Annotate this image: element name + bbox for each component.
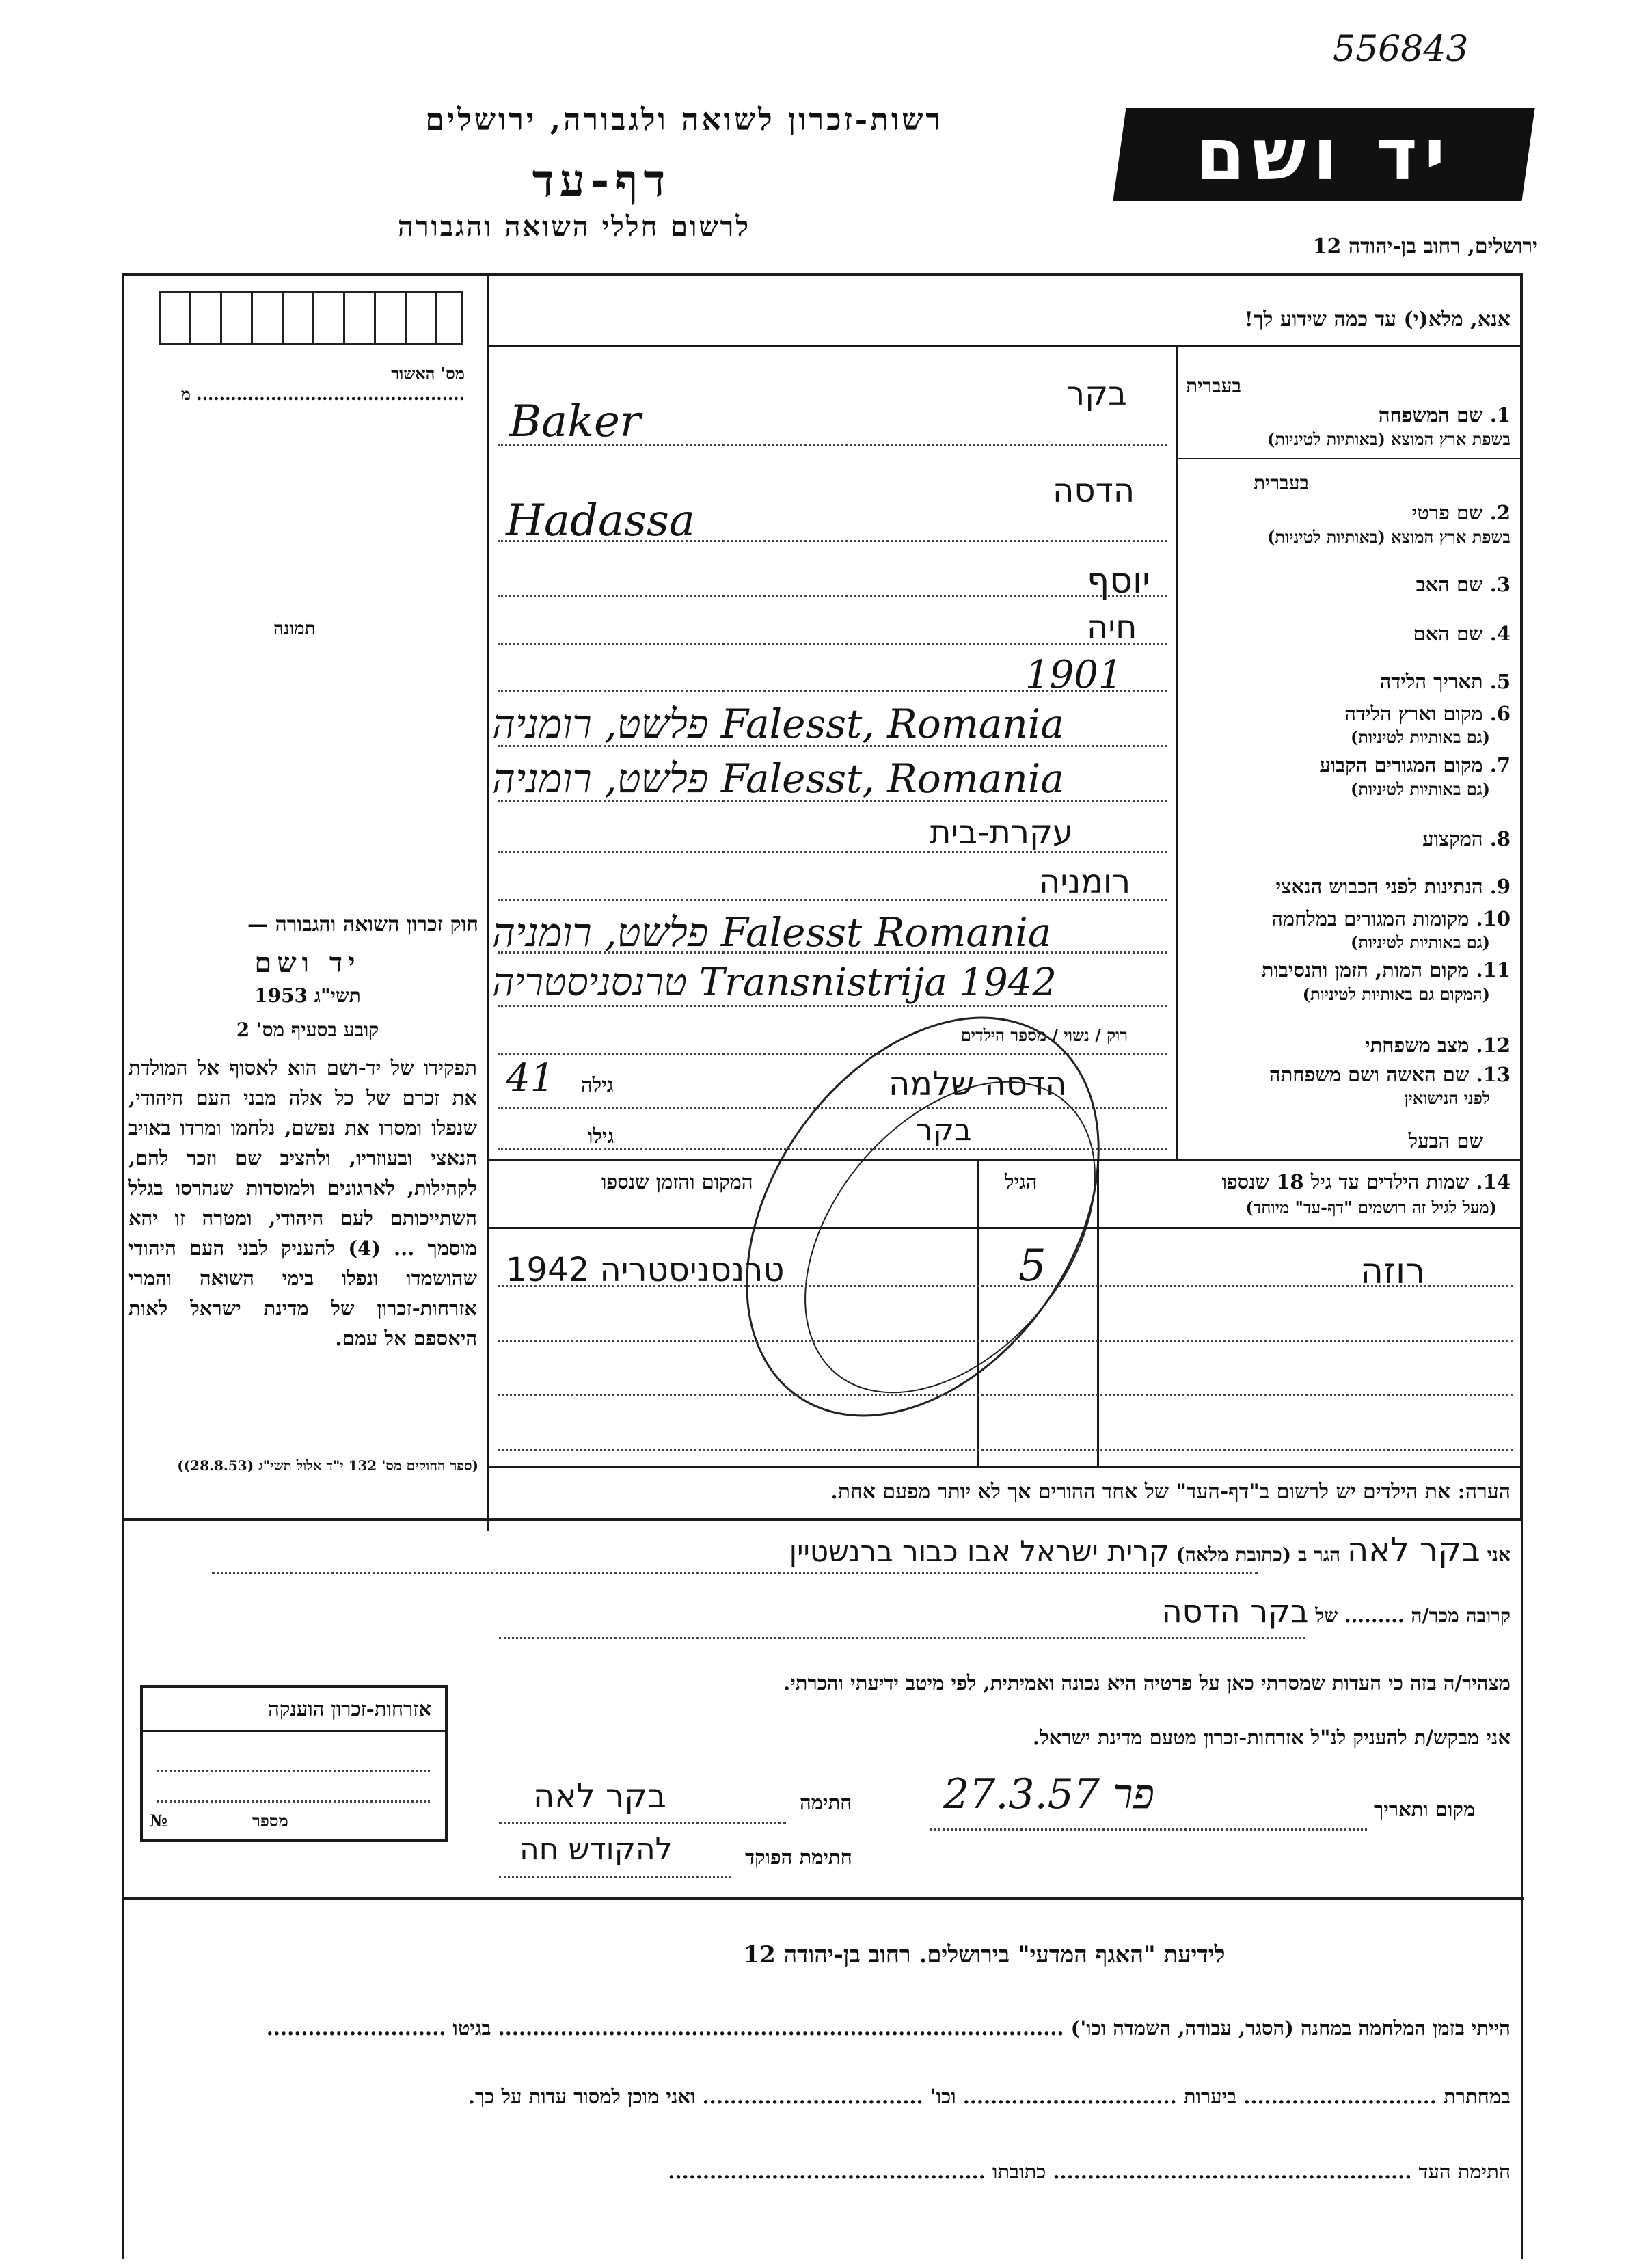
intro-text: אנא, מלא(י) עד כמה שידוע לך! [1244, 308, 1511, 332]
field-11-text: מקום המות, הזמן והנסיבות [1261, 958, 1470, 982]
law-title: חוק זכרון השואה והגבורה — [247, 913, 478, 936]
field-2-sub: בשפת ארץ המוצא (באותיות לטיניות) [1267, 527, 1511, 547]
field-8-text: המקצוע [1422, 827, 1483, 850]
field-4-label [1189, 622, 1511, 646]
field-11-value[interactable]: טרנסניסטריה Transnistrija 1942 [492, 960, 1057, 1005]
officer-label: חתימת הפוקד [745, 1846, 852, 1869]
bottom-title: לידיעת "האגף המדעי" בירושלים. רחוב בן-יהודה 12 [743, 1941, 1226, 1969]
children-col-age: הגיל [1005, 1170, 1038, 1193]
children-col-place: המקום והזמן שנספו [601, 1170, 753, 1193]
field-10-label [1182, 907, 1511, 931]
declaration-of-row: קרובה מכר/ה ......... של בקר הדסה [1161, 1593, 1511, 1630]
law-clause: קובע בסעיף מס' 2 [236, 1018, 379, 1041]
place-date-label: מקום ותאריך [1374, 1798, 1476, 1821]
approval-number-label: מס' האשור [391, 364, 465, 383]
field-1-sub: בשפת ארץ המוצא (באותיות לטיניות) [1267, 429, 1511, 449]
field-9-text: הנתינות לפני הכבוש הנאצי [1275, 875, 1483, 898]
field-4-value[interactable]: חיה [1087, 608, 1137, 647]
law-year: תשי"ג 1953 [254, 984, 361, 1007]
bottom-line2-d: ואני מוכן למסור עדות על כך. [468, 2085, 696, 2108]
field-4-text: שם האם [1413, 622, 1483, 645]
signature-value[interactable]: בקר לאה [533, 1777, 666, 1815]
org-line: רשות-זכרון לשואה ולגבורה, ירושלים [425, 103, 943, 137]
field-13-label [1182, 1063, 1511, 1087]
bottom-line1-end: בגיטו [452, 2016, 491, 2040]
declaration-i-row [205, 1531, 1511, 1569]
husband-age-label: גילו [588, 1124, 614, 1148]
field-2-label [1189, 501, 1511, 525]
form-subtitle: לרשום חללי השואה והגבורה [397, 211, 751, 243]
field-5-num: 5. [1489, 670, 1511, 693]
field-9-value[interactable]: רומניה [1039, 863, 1131, 901]
citizenship-title: אזרחות-זכרון הוענקה [268, 1697, 431, 1720]
approval-grid [159, 291, 463, 345]
field-12-text: מצב משפחתי [1365, 1034, 1470, 1057]
note-label: הערה: [1457, 1480, 1511, 1504]
decl-residing-label: הגר ב (כתובת מלאה) [1176, 1543, 1341, 1566]
bottom-line3-a: חתימת העד [1418, 2160, 1511, 2183]
field-6-num: 6. [1489, 702, 1511, 725]
field-8-label [1189, 827, 1511, 851]
law-org: יד ושם [254, 947, 361, 979]
decl-of-value[interactable]: בקר הדסה [1161, 1593, 1309, 1630]
decl-of-label: של [1315, 1604, 1338, 1627]
field-2-num: 2. [1489, 501, 1511, 524]
citizenship-box [140, 1685, 448, 1842]
field-6-sub: (גם באותיות לטיניות) [1350, 727, 1490, 747]
field-1-text: שם המשפחה [1378, 403, 1483, 427]
field-7-sub: (גם באותיות לטיניות) [1350, 779, 1490, 799]
bottom-line2-a: במחתרת [1444, 2085, 1511, 2108]
field-8-value[interactable]: עקרת-בית [930, 813, 1074, 852]
field-12-hint: רוק / נשוי / מספר הילדים [960, 1025, 1128, 1045]
field-13-age-label: גילה [581, 1073, 614, 1096]
field-2-hebrew-tag: בעברית [1253, 472, 1309, 494]
field-5-label [1189, 670, 1511, 694]
field-13-age-value[interactable]: 41 [506, 1056, 555, 1101]
field-5-value[interactable]: 1901 [1025, 653, 1123, 697]
field-8-num: 8. [1489, 827, 1511, 850]
field-1-num: 1. [1489, 403, 1511, 427]
field-13-value[interactable]: הדסה שלמה [889, 1065, 1067, 1103]
request-text: אני מבקש/ת להעניק לנ"ל אזרחות-זכרון מטעם מדינת ישראל. [1032, 1726, 1511, 1749]
place-date-value[interactable]: פר 27.3.57 [943, 1770, 1154, 1818]
scribble-oval [656, 991, 1189, 1483]
field-11-num: 11. [1476, 958, 1511, 982]
yad-vashem-logo [1113, 108, 1534, 201]
officer-value[interactable]: להקודש חה [519, 1832, 673, 1867]
field-10-value[interactable]: פלשט, רומניה Falesst Romania [492, 909, 1052, 956]
children-label [1094, 1170, 1511, 1194]
field-13-sub: לפני הנישואין [1404, 1088, 1490, 1108]
photo-label: תמונה [273, 619, 316, 639]
logo-text: יד ושם [1195, 113, 1452, 196]
field-3-text: שם האב [1416, 573, 1483, 596]
field-7-value[interactable]: פלשט, רומניה Falesst, Romania [492, 755, 1064, 802]
bottom-line3-b: כתובתו [992, 2160, 1046, 2183]
declare-text: מצהיר/ה בזה כי העדות שמסרתי כאן על פרטיה היא נכונה ואמיתית, לפי מיטב ידיעתי והכרתי. [783, 1671, 1511, 1695]
husband-value[interactable]: בקר [916, 1113, 972, 1148]
citizenship-number-label: מספר [252, 1811, 288, 1831]
children-text: שמות הילדים עד גיל 18 שנספו [1221, 1170, 1470, 1193]
decl-relation-label: קרובה מכר/ה [1411, 1604, 1511, 1627]
field-9-num: 9. [1489, 875, 1511, 898]
field-5-text: תאריך הלידה [1379, 670, 1483, 693]
field-3-num: 3. [1489, 573, 1511, 596]
field-3-label [1189, 573, 1511, 597]
child-name[interactable]: רוזה [1360, 1251, 1426, 1292]
field-12-num: 12. [1476, 1034, 1511, 1057]
field-1-value-he[interactable]: בקר [1066, 375, 1127, 413]
approval-suffix: מ [180, 384, 191, 404]
field-1-hebrew-tag: בעברית [1186, 375, 1242, 397]
field-2-text: שם פרטי [1411, 501, 1483, 524]
field-6-value[interactable]: פלשט, רומניה Falesst, Romania [492, 701, 1064, 747]
bottom-line3: חתימת העד .................................................... כתובתו .............................................. [668, 2160, 1511, 2183]
field-10-num: 10. [1476, 907, 1511, 930]
form-title: דף-עד [532, 154, 671, 207]
header-address: ירושלים, רחוב בן-יהודה 12 [1312, 234, 1538, 258]
field-11-label [1182, 958, 1511, 982]
bottom-line1: הייתי בזמן המלחמה במחנה (הסגר, עבודה, השמדה וכו') .................................................................................. בגיטו .......................... [266, 2016, 1511, 2040]
field-9-label [1186, 875, 1511, 899]
field-2-value-he[interactable]: הדסה [1053, 472, 1135, 510]
archive-number: 556843 [1333, 29, 1469, 70]
field-7-num: 7. [1489, 753, 1511, 777]
children-sub: (מעל לגיל זה רושמים "דף-עד" מיוחד) [1245, 1198, 1497, 1217]
law-body: תפקידו של יד-ושם הוא לאסוף אל המולדת את זכרם של כל אלה מבני העם היהודי, שנפלו ומסרו את נפשם, נלחמו ומרדו באויב הנאצי ובעוזריו, ולהציב שם וזכר להם, לקהילות, לארגונים ולמוסדות שנהרסו בגלל השתייכותם לעם היהודי, ומטרה זו יהא מוסמך ... (4) להעניק לבני העם היהודי שהושמדו ונפלו בימי השואה והמרי אזרחות-זכרון של מדינת ישראל לאות היאספם אל עמם. [128, 1056, 477, 1350]
field-11-sub: (המקום גם באותיות לטיניות) [1302, 984, 1490, 1004]
field-10-sub: (גם באותיות לטיניות) [1350, 932, 1490, 952]
bottom-line2-c: וכו' [930, 2085, 956, 2108]
field-13-text: שם האשה ושם משפחתה [1269, 1063, 1470, 1086]
decl-i-label: אני [1487, 1543, 1511, 1566]
child-place[interactable]: טרנסניסטריה 1942 [506, 1251, 785, 1289]
signature-label: חתימה [800, 1791, 852, 1814]
note-row [499, 1480, 1511, 1504]
field-2-value-latin[interactable]: Hadassa [506, 496, 695, 546]
field-6-text: מקום וארץ הלידה [1344, 702, 1483, 725]
bottom-line1-label: הייתי בזמן המלחמה במחנה (הסגר, עבודה, השמדה וכו') [1070, 2016, 1511, 2040]
children-num: 14. [1476, 1170, 1511, 1193]
child-age[interactable]: 5 [1018, 1241, 1046, 1291]
field-7-label [1189, 753, 1511, 777]
note-text: את הילדים יש לרשום ב"דף-העד" של אחד ההורים אך לא יותר מפעם אחת. [830, 1480, 1451, 1504]
decl-i-value[interactable]: בקר לאה [1346, 1531, 1480, 1569]
husband-label: שם הבעל [1408, 1129, 1483, 1152]
law-footnote: (ספר החוקים מס' 132 י"ד אלול תשי"ג (28.8.53)) [177, 1457, 478, 1474]
field-3-value[interactable]: יוסף [1087, 561, 1150, 602]
approval-label: מס' האשור ............................................... מ [180, 364, 465, 404]
bottom-line2: במחתרת ............................ ביערות ............................... וכו' ................................ ואני מוכן למסור עדות על כך. [468, 2085, 1511, 2108]
field-12-label [1189, 1034, 1511, 1057]
field-1-label [1189, 403, 1511, 427]
bottom-line2-b: ביערות [1183, 2085, 1237, 2108]
field-13-num: 13. [1476, 1063, 1511, 1086]
decl-address-value[interactable]: קרית ישראל אבו כבור ברנשטיין [789, 1535, 1169, 1568]
field-10-text: מקומות המגורים במלחמה [1271, 907, 1470, 930]
field-4-num: 4. [1489, 622, 1511, 645]
citizenship-number-sign: № [150, 1811, 168, 1831]
field-1-value-latin[interactable]: Baker [509, 396, 641, 447]
field-7-text: מקום המגורים הקבוע [1319, 753, 1483, 777]
field-6-label [1189, 702, 1511, 726]
